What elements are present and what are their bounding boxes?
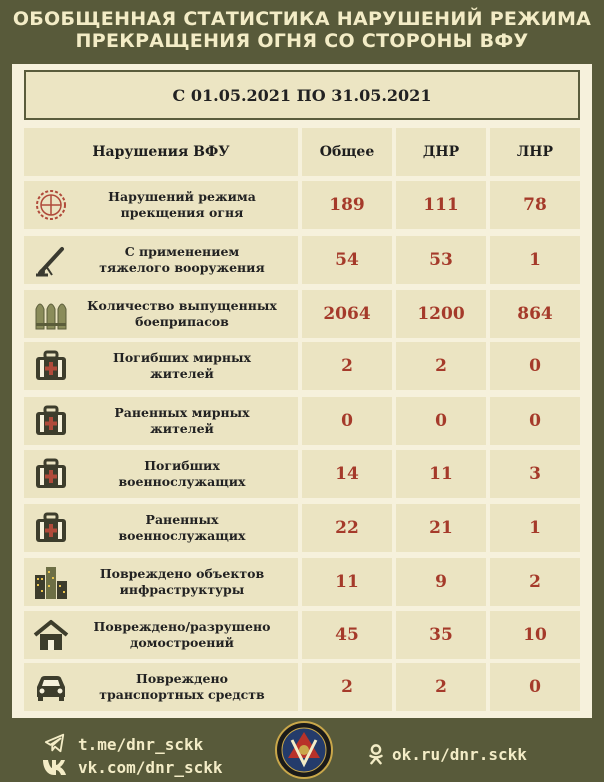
row-dnr-value: 53 (396, 236, 486, 284)
row-dnr-value: 2 (396, 663, 486, 711)
row-lnr-value: 3 (490, 450, 580, 498)
title-line-2: ПРЕКРАЩЕНИЯ ОГНЯ СО СТОРОНЫ ВФУ (75, 30, 529, 52)
row-label-line-1: Повреждено объектов (99, 566, 265, 581)
row-lnr-value: 0 (490, 342, 580, 390)
row-label-cell (24, 558, 298, 606)
row-lnr-value: 78 (490, 181, 580, 229)
vk-link[interactable]: vk.com/dnr_sckk (78, 758, 223, 777)
row-label-line-2: прекщения огня (120, 205, 244, 220)
row-dnr-value: 1200 (396, 290, 486, 338)
footer (0, 718, 604, 782)
row-label-line-1: Нарушений режима (108, 189, 256, 204)
medical-kit-icon (30, 345, 72, 387)
row-label-cell (24, 181, 298, 229)
ok-link[interactable]: ok.ru/dnr.sckk (392, 745, 527, 764)
title-line-1: ОБОБЩЕННАЯ СТАТИСТИКА НАРУШЕНИЙ РЕЖИМА (12, 8, 592, 30)
row-dnr-value: 11 (396, 450, 486, 498)
row-label-cell (24, 397, 298, 445)
row-lnr-value: 0 (490, 397, 580, 445)
row-total-value: 189 (302, 181, 392, 229)
row-label (72, 566, 298, 598)
row-dnr-value: 111 (396, 181, 486, 229)
row-dnr-value: 21 (396, 504, 486, 552)
header-lnr: ЛНР (490, 128, 580, 176)
odnoklassniki-icon (368, 744, 384, 766)
row-dnr-value: 0 (396, 397, 486, 445)
row-total-value: 2064 (302, 290, 392, 338)
medical-kit-icon (30, 400, 72, 442)
row-total-value: 54 (302, 236, 392, 284)
row-label (72, 619, 298, 651)
row-label-line-2: военнослужащих (118, 474, 246, 489)
row-dnr-value: 2 (396, 342, 486, 390)
row-total-value: 45 (302, 611, 392, 659)
row-lnr-value: 864 (490, 290, 580, 338)
row-total-value: 22 (302, 504, 392, 552)
row-label (72, 512, 298, 544)
car-icon (30, 666, 72, 708)
row-label (72, 350, 298, 382)
header-dnr: ДНР (396, 128, 486, 176)
row-label-cell (24, 611, 298, 659)
row-label (72, 298, 298, 330)
emblem-icon (274, 720, 334, 780)
header-total: Общее (302, 128, 392, 176)
row-label (72, 405, 298, 437)
row-lnr-value: 0 (490, 663, 580, 711)
crosshair-icon (30, 184, 72, 226)
row-total-value: 2 (302, 663, 392, 711)
row-label-line-2: боеприпасов (135, 314, 229, 329)
row-label-line-2: тяжелого вооружения (99, 260, 265, 275)
telegram-link[interactable]: t.me/dnr_sckk (78, 735, 204, 754)
row-label (72, 458, 298, 490)
row-label-line-2: домостроений (130, 635, 234, 650)
row-lnr-value: 1 (490, 236, 580, 284)
row-label-line-1: Раненных мирных (114, 405, 250, 420)
row-label-line-1: Погибших мирных (113, 350, 251, 365)
house-icon (30, 614, 72, 656)
row-label (72, 244, 298, 276)
row-label-line-1: Повреждено/разрушено (93, 619, 271, 634)
row-total-value: 11 (302, 558, 392, 606)
row-label (72, 671, 298, 703)
row-label-line-2: жителей (150, 366, 214, 381)
row-label-cell (24, 663, 298, 711)
mortar-icon (30, 239, 72, 281)
row-total-value: 0 (302, 397, 392, 445)
vk-icon (42, 756, 68, 778)
row-dnr-value: 9 (396, 558, 486, 606)
row-label-line-1: С применением (124, 244, 240, 259)
medical-kit-icon (30, 453, 72, 495)
row-label-cell (24, 450, 298, 498)
row-label-line-2: инфраструктуры (119, 582, 245, 597)
row-total-value: 2 (302, 342, 392, 390)
factory-icon (30, 561, 72, 603)
row-label-line-2: военнослужащих (118, 528, 246, 543)
period-banner: С 01.05.2021 ПО 31.05.2021 (24, 70, 580, 120)
page-title (0, 8, 604, 52)
ammunition-icon (30, 293, 72, 335)
row-label-line-2: транспортных средств (99, 687, 265, 702)
row-label (72, 189, 298, 221)
row-label-cell (24, 236, 298, 284)
medical-kit-icon (30, 507, 72, 549)
row-label-line-1: Раненных (145, 512, 219, 527)
row-label-line-2: жителей (150, 421, 214, 436)
row-lnr-value: 10 (490, 611, 580, 659)
row-label-cell (24, 290, 298, 338)
row-lnr-value: 1 (490, 504, 580, 552)
row-total-value: 14 (302, 450, 392, 498)
row-label-line-1: Повреждено (136, 671, 228, 686)
row-label-line-1: Погибших (144, 458, 220, 473)
row-dnr-value: 35 (396, 611, 486, 659)
telegram-icon (44, 732, 66, 754)
row-label-cell (24, 504, 298, 552)
row-label-line-1: Количество выпущенных (87, 298, 277, 313)
header-label: Нарушения ВФУ (24, 128, 298, 176)
row-label-cell (24, 342, 298, 390)
row-lnr-value: 2 (490, 558, 580, 606)
